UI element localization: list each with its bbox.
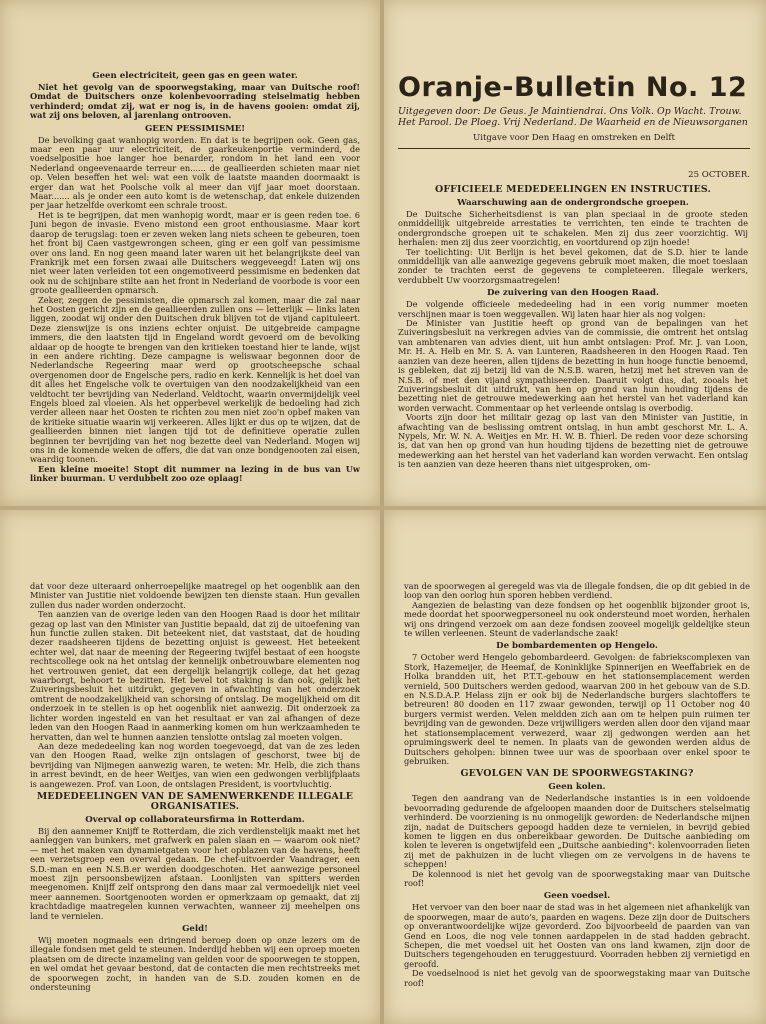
heading-rail-strike: GEVOLGEN VAN DE SPOORWEGSTAKING? bbox=[460, 768, 694, 780]
paragraph: Ter toelichting: Uit Berlijn is het bevel gekomen, dat de S.D. hier te lande onmiddellijk van alle aanwezige gegevens gebruik moet maken, die moet toeslaan zonder te trachten eerst de gegevens te completeeren. Illegale werkers, verdubbelt Uw voorzorgsmaatregelen! bbox=[398, 246, 748, 285]
masthead bbox=[398, 72, 750, 149]
sheet-bottom-left bbox=[0, 510, 380, 1024]
paragraph: Het vervoer van den boer naar de stad was in het algemeen niet afhankelijk van de spoorwegen, maar de auto's, paarden en wagens. Deze zijn door de Duitschers op onverantwoordelijke wijze gevorderd. Zoo bijvoorbeeld de paarden van van Gend en Loos, die nog vele tonnen aardappelen in de stad hadden gebracht. Schepen, die met voedsel uit het Oosten van ons land kwamen, zijn door de Duitschers tegengehouden en teruggestuurd. Voorraden hebben zij vernietigd en geroofd. bbox=[404, 902, 750, 969]
paragraph: Bij den aannemer Knijff te Rotterdam, die zich verdienstelijk maakt met het aanleggen van bunkers, met grafwerk en palen slaan en — waarom ook niet? — met het maken van dynamietgaten voor het opblazen van de havens, heeft een verzetsgroep een overval gedaan. De chef-uitvoerder Vaandrager, een S.D.-man en een N.S.B.er werden doodgeschoten. Het aanwezige personeel moest zijn persoonsbewijzen afstaan. Loonlijsten van spitters werden meegenomen. Knijff zelf ontsprong den dans maar zal vermoedelijk niet veel meer aannemen. Soortgenooten worden er opmerkzaam op gemaakt, dat zij krachtdadige maatregelen kunnen verwachten, wanneer zij meehelpen ons land te vernielen. bbox=[30, 825, 360, 921]
heading-no-food: Geen voedsel. bbox=[543, 891, 611, 902]
paragraph: De volgende officieele mededeeling had in een vorig nummer moeten verschijnen maar is toen weggevallen. Wij laten haar hier als nog volgen: bbox=[398, 299, 748, 319]
paragraph: dat voor deze uiteraard onherroepelijke maatregel op het oogenblik aan den Minister van Justitie niet voldoende bewijzen ten dienste staan. Hun gevallen zullen dus nader worden onderzocht. bbox=[30, 582, 360, 610]
paragraph: Ten aanzien van de overige leden van den Hoogen Raad is door het militair gezag op last van den Minister van Justitie bepaald, dat zij de uitoefening van hun functie zullen staken. Dit beteekent niet, dat vaststaat, dat de houding dezer raadsheeren tijdens de bezetting onjuist is geweest. Het beteekent echter wel, dat naar de meening der Regeering twijfel bestaat of een hoogste rechtscollege ook na het ontslag der kennelijk onbetrouwbare elementen nog het vertrouwen geniet, dat een dergelijk belangrijk college, dat het gezag waarborgt, behoort te bezitten. Het bevel tot staking is dan ook, gelijk het Zuiveringsbesluit het uitdrukt, gegeven in afwachting van het onderzoek omtrent de noodzakelijkheid van schorsing of ontslag. De mogelijkheid om dit onderzoek in te stellen is op het oogenblik niet aanwezig. Dit onderzoek za lichter worden ingesteld en van het resultaat er van zal afhangen of deze leden van den Hoogen Raad in aanmerking komen om hun werkzaamheden te hervatten, dan wel te hunnen aanzien tenslotte ontslag zal moeten volgen. bbox=[30, 609, 360, 742]
heading-no-pessimism: GEEN PESSIMISME! bbox=[144, 123, 246, 134]
column-bottom-left bbox=[30, 582, 360, 1022]
paragraph: Niet het gevolg van de spoorwegstaking, maar van Duitsche roof! Omdat de Duitschers onze kolenbevoorrading stelselmatig hebben verhinderd; omdat zij, wat er nog is, in de havens gooien: omdat zij, wat zij ons beloven, al jarenlang ontrooven. bbox=[30, 82, 360, 121]
heading-money: Geld! bbox=[182, 924, 208, 934]
masthead-rule bbox=[398, 148, 750, 149]
issue-date: 25 OCTOBER. bbox=[688, 170, 750, 180]
paragraph: De Minister van Justitie heeft op grond van de bepalingen van het Zuiveringsbesluit na verkregen advies van de commissie, die omtrent het ontslag van ambtenaren van advies dient, uit hun ambt ontslagen: Prof. Mr. J. van Loon, Mr. H. A. Helb en Mr. S. A. van Lunteren, Raadsheeren in den Hoogen Raad. Ten aanzien van deze heeren, allen tijdens de bezetting in hun hooge functie benoemd, is gebleken, dat zij betzij lid van de N.S.B. waren, hetzij met het streven van de N.S.B. of met den vijand sympathiseerden. Daaruit volgt dus, dat, zooals het Zuiveringsbesluit dit uitdrukt, van hen op grond van hun houding tijdens de bezetting niet de getrouwe medewerking aan het herstel van het vaderland kan worden verwacht. Commentaar op het verleende ontslag is overbodig. bbox=[398, 318, 748, 413]
paragraph: Wij moeten nogmaals een dringend beroep doen op onze lezers om de illegale fondsen met geld te steunen. Inderdijd hebben wij een oproep moeten plaatsen om de directe inzameling van gelden voor de spoorwegen te stoppen, en wel omdat het gevaar bestond, dat de contacten die men rechtstreeks met de spoorwegen zocht, in handen van de S.D. zouden komen en de ondersteuning bbox=[30, 935, 360, 993]
paragraph: Het is te begrijpen, dat men wanhopig wordt, maar er is geen reden toe. 6 Juni begon de invasie. Eveno mistond een groot enthousiasme. Maar kort daarop de terugslag: toen er zeven weken lang niets scheen te gebeuren, toen het front bij Caen vastgewrongen scheen, ging er een golf van pessimisme over ons land. En nog geen maand later waren uit het belangrijkste deel van Frankrijk met een forsen zwaai alle Duitschers weggeveegd! Laten wij ons niet weer laten verleiden tot een ongemotiveerd pessimisme en bedenken dat ook nu de schijnbare stilte aan het front in Nederland de voorbode is voor een groote geallieerden opmarsch. bbox=[30, 209, 360, 296]
heading-cooperating-organisations: MEDEDEELINGEN VAN DE SAMENWERKENDE ILLEGALE ORGANISATIES. bbox=[36, 790, 354, 812]
paragraph: Tegen den aandrang van de Nederlandsche instanties is in een voldoende bevoorrading gedurende de afgeloopen maanden door de Duitschers stelselmatig verhinderd. De voorziening is nu onmogelijk geworden: de Nederlandsche mijnen zijn, nadat de Duitschers gepoogd hadden deze te vernielen, in bevrijd gebied komen te liggen en dus onbereikbaar geworden. De Duitsche aanbieding om kolen te leveren is ongetwijfeld een „Duitsche aanbieding": kolenvoorraden lieten zij met de pakhuizen in de lucht vliegen om ze vervolgens in de havens te scheppen! bbox=[404, 793, 750, 870]
heading-no-coal: Geen kolen. bbox=[548, 782, 606, 793]
paragraph: De Duitsche Sicherheitsdienst is van plan speciaal in de groote steden onmiddellijk uitgebreide arrestaties te verrichten, ten einde te trachten de ondergrondsche groepen uit te schakelen. Men zij dus zeer voorzichtig. Wij herhalen: men zij dus zeer voorzichtig, en voortdurend op zijn hoede! bbox=[398, 209, 748, 248]
paragraph: van de spoorwegen al geregeld was via de illegale fondsen, die op dit gebied in de loop van den oorlog hun sporen hebben verdiend. bbox=[404, 582, 750, 601]
heading-warning: Waarschuwing aan de ondergrondsche groepen. bbox=[457, 198, 689, 208]
paragraph-appeal: Een kleine moeite! Stopt dit nummer na lezing in de bus van Uw linker buurman. U verdubbelt zoo oze oplaag! bbox=[30, 463, 360, 484]
sheet-bottom-right bbox=[384, 510, 766, 1024]
sheet-top-left bbox=[0, 0, 380, 506]
paragraph: De bevolking gaat wanhopig worden. En dat is te begrijpen ook. Geen gas, maar een paar uur electriciteit, de gaarkeukenportie verminderd, de voedselpositie hoe langer hoe benarder, rondom in het land een voor Nederland ongeevenaarde terreur en...... de geallieerden schieten maar niet op. Velen beseffen het wel: wat een volk de laatste maanden doormaakt is erger dan wat het Poolsche volk al meer dan vijf jaar moet doorstaan. Maar....... als je onder een auto komt is de wetenschap, dat enkele duizenden per jaar hetzelfde overkomt een schrale troost. bbox=[30, 134, 360, 211]
heading-official-notices: OFFICIEELE MEDEDEELINGEN EN INSTRUCTIES. bbox=[434, 184, 712, 195]
paragraph: Aan deze mededeeling kan nog worden toegevoegd, dat van de zes leden van den Hoogen Raad, welke zijn ontslagen of geschorst, twee bij de bevrijding van Nijmegen aanwezig waren, te weten: Mr. Helb, die zich thans in arrest bevindt, en de heer Weitjes, van wien een gedwongen verblijfplaats is aangewezen. Prof. van Loon, de ontslagen President, is voortvluchtig. bbox=[30, 740, 360, 789]
paragraph: Voorts zijn door het militair gezag op last van den Minister van Justitie, in afwachting van de beslissing omtrent ontslag, in hun ambt geschorst Mr. L. A. Nypels, Mr. W. N. A. Weitjes en Mr. H. W. B. Thierl. De reden voor deze schorsing is, dat van hen op grond van hun houding tijdens de bezetting niet de getrouwe medewerking aan het herstel van het vaderland kan worden verwacht. Een ontslag is ten aanzien van deze heeren thans niet uitgesproken, om- bbox=[398, 412, 748, 470]
regional-edition: Uitgave voor Den Haag en omstreken en Delft bbox=[472, 133, 675, 143]
paragraph: De voedselnood is niet het gevolg van de spoorwegstaking maar van Duitsche roof! bbox=[404, 968, 750, 988]
paragraph: Aangezien de belasting van deze fondsen op het oogenblik bijzonder groot is, mede doordat het spoorwegpersoneel nu ook ondersteund moet worden, herhalen wij ons dringend verzoek om aan deze fondsen zooveel mogelijk geldelijke steun te willen verleenen. Steunt de vaderlandsche zaak! bbox=[404, 599, 750, 639]
heading-supreme-court: De zuivering van den Hoogen Raad. bbox=[486, 288, 660, 299]
paragraph: Zeker, zeggen de pessimisten, die opmarsch zal komen, maar die zal naar het Oosten gericht zijn en de geallieerden zullen ons — letterlijk — links laten liggen, zoodat wij onder den Duitschen druk blijven tot de vijand capituleert. Deze zienswijze is ons inziens echter onjuist. De uitgebreide campagne immers, die den laatsten tijd in Engeland wordt gevoerd om de bevolking aldaar op de hoogte te brengen van den kritieken toestand hier te lande, wijst in een andere richting. Deze campagne is weliswaar begonnen door de Nederlandsche Regeering maar werd op grootscheepsche schaal overgenomen door de Engelsche pers, radio en kerk. Kennelijk is het doel van dit alles het Engelsche volk te overtuigen van den noodzakelijkheid van een veldtocht ter bevrijding van Nederland. Veldtocht, waarin onvermijdelijk veel Engels bloed zal vloeien. Als het opperbevel werkelijk de bedoeling had zich verder alleen naar het Oosten te richten zou men niet zoo'n opbef maken van de kritieke situatie waarin wij verkeeren. Alles lijkt er dus op te wijzen, dat de geallieerden binnen niet langen tijd tot de definitieve operatie zullen beginnen ter bevrijding van het nog bezette deel van Nederland. Mogen wij ons in de komende weken de offers, die dat van onze bondgenooten zal eisen, waardig toonen. bbox=[30, 294, 360, 465]
heading-no-electricity: Geen electriciteit, geen gas en geen water. bbox=[92, 71, 298, 81]
publishers-line: Uitgegeven door: De Geus. Je Maintiendrai. Ons Volk. Op Wacht. Trouw. Het Parool. De Ploeg. Vrij Nederland. De Waarheid en de Nieuwsorganen bbox=[398, 106, 748, 128]
horizontal-fold bbox=[0, 506, 766, 510]
heading-raid-rotterdam: Overval op collaborateursfirma in Rotterdam. bbox=[85, 814, 305, 825]
paragraph: 7 October werd Hengelo gebombardeerd. Gevolgen: de fabriekscomplexen van Stork, Hazemeijer, de Heemaf, de Koninklijke Spinnerijen en Weeffabriek en de Holka brandden uit, het P.T.T.-gebouw en het stationsemplacement werden vernield, 500 Duitschers werden gedood, waarvan 200 in het gebouw van de S.D. en N.S.D.A.P. Helass zijn er ook bij de Nederlandsche burgers slachtoffers te betreuren! 80 dooden en 117 zwaar gewonden, terwijl op 11 October nog 40 burgers vermist werden. Velen meldden zich aan om te helpen puin ruimen ter bevrijding van de gewonden. Deze vrijwilligers werden allen door den vijand maar het stationsemplacement verwezerd, waar zij gedwongen werden aan het opruimingswerk deel te nemen. In plaats van de gewonden werden aldus de Duitschers geholpen: binnen twee uur was de spoorbaan over enkel spoor te gebruiken. bbox=[404, 652, 750, 766]
column-bottom-right bbox=[404, 582, 750, 1022]
bulletin-title: Oranje-Bulletin No. 12 bbox=[398, 72, 748, 103]
paragraph: De kolennood is niet het gevolg van de spoorwegstaking maar van Duitsche roof! bbox=[404, 868, 750, 888]
sheet-top-right bbox=[384, 0, 766, 506]
column-top-left bbox=[30, 68, 360, 504]
column-top-right bbox=[398, 182, 748, 504]
heading-hengelo: De bombardementen op Hengelo. bbox=[496, 641, 658, 652]
vertical-fold bbox=[380, 0, 384, 1024]
